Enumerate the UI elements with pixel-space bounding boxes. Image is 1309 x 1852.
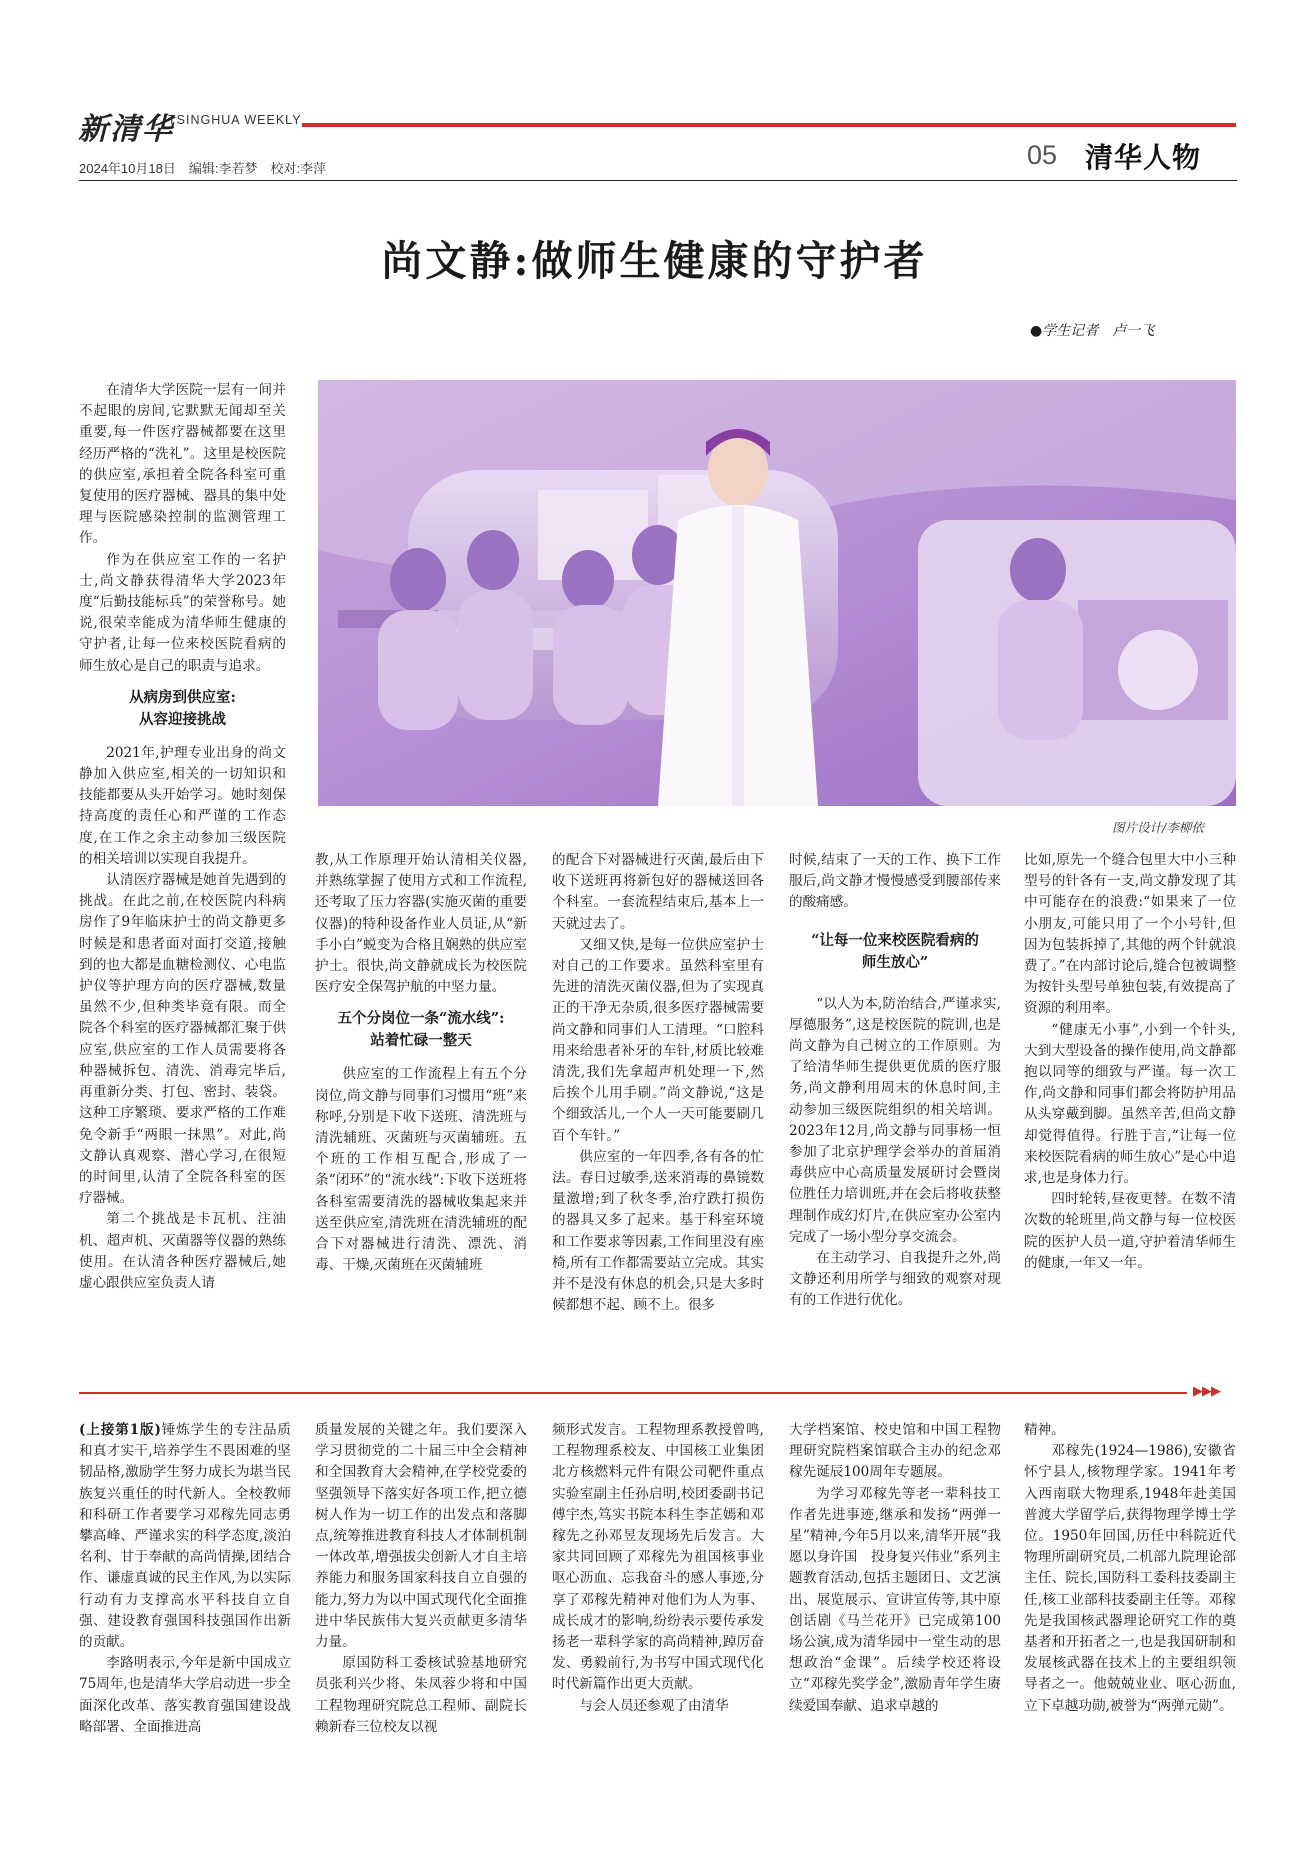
subheading-line: 从容迎接挑战	[139, 710, 226, 728]
newspaper-logo: 新清华	[78, 112, 174, 147]
article-paragraph: 原国防科工委核试验基地研究员张利兴少将、朱凤蓉少将和中国工程物理研究院总工程师、副院长赖新春三位校友以视	[315, 1655, 527, 1735]
continued-column-5	[1024, 1420, 1236, 1717]
article-paragraph: 在清华大学医院一层有一间并不起眼的房间,它默默无闻却至关重要,每一件医疗器械都要在这里经历严格的“洗礼”。这里是校医院的供应室,承担着全院各科室可重复使用的医疗器械、器具的集中处理与医院感染控制的监测管理工作。	[79, 382, 286, 547]
article-paragraph: “健康无小事”,小到一个针头,大到大型设备的操作使用,尚文静都抱以同等的细致与严谨。每一次工作,尚文静和同事们都会将防护用品从头穿戴到脚。虽然辛苦,但尚文静却觉得值得。行胜于言,“让每一位来校医院看病的师生放心”是心中追求,也是身体力行。	[1024, 1021, 1236, 1187]
article-column-3	[552, 850, 764, 1316]
article-paragraph: 比如,原先一个缝合包里大中小三种型号的针各有一支,尚文静发现了其中可能存在的浪费:“如果来了一位小朋友,可能只用了一个小号针,但因为包装拆掉了,其他的两个针就浪费了。”在内部讨论后,缝合包被调整为按针头型号单独包装,有效提高了资源的利用率。	[1024, 852, 1236, 1017]
article-paragraph: 时候,结束了一天的工作、换下工作服后,尚文静才慢慢感受到腰部传来的酸痛感。	[789, 852, 1001, 911]
subheading-line: 站着忙碌一整天	[370, 1032, 472, 1050]
article-paragraph: 作为在供应室工作的一名护士,尚文静获得清华大学2023年度“后勤技能标兵”的荣誉称号。她说,很荣幸能成为清华师生健康的守护者,让每一位来校医院看病的师生放心是自己的职责与追求。	[79, 551, 286, 674]
article-paragraph: 精神。	[1024, 1422, 1065, 1438]
article-paragraph: 与会人员还参观了由清华	[579, 1697, 729, 1714]
article-column-4	[789, 850, 1001, 1312]
article-paragraph: 质量发展的关键之年。我们要深入学习贯彻党的二十届三中全会精神和全国教育大会精神,在学校党委的坚强领导下落实好各项工作,把立德树人作为一切工作的出发点和落脚点,统筹推进教育科技人才体制机制一体改革,增强拔尖创新人才自主培养能力和服务国家科技自立自强的能力,努力为以中国式现代化全面推进中华民族伟大复兴贡献更多清华力量。	[315, 1422, 527, 1651]
article-paragraph: “以人为本,防治结合,严谨求实,厚德服务”,这是校医院的院训,也是尚文静为自己树立的工作原则。为了给清华师生提供更优质的医疗服务,尚文静利用周末的休息时间,主动参加三级医院组织的相关培训。2023年12月,尚文静与同事杨一恒参加了北京护理学会举办的首届消毒供应中心高质量发展研讨会暨岗位胜任力培训班,并在会后将收获整理制作成幻灯片,在供应室办公室内完成了一场小型分享交流会。	[789, 995, 1001, 1245]
masthead-red-rule	[302, 123, 1236, 127]
subheading	[789, 930, 1001, 974]
article-paragraph: 为学习邓稼先等老一辈科技工作者先进事迹,继承和发扬“两弹一星”精神,今年5月以来,清华开展“我愿以身许国 投身复兴伟业”系列主题教育活动,包括主题团日、文艺演出、展览展示、宣讲宣传等,其中原创话剧《马兰花开》已完成第100场公演,成为清华园中一堂生动的思想政治“金课”。后续学校还将设立“邓稼先奖学金”,激励青年学生赓续爱国奉献、追求卓越的	[789, 1485, 1001, 1714]
article-column-1	[79, 380, 286, 1294]
page-number: 05	[1027, 140, 1058, 170]
subheading	[315, 1008, 527, 1052]
hero-photo	[318, 380, 1236, 806]
masthead-divider	[79, 180, 1237, 181]
article-paragraph: 的配合下对器械进行灭菌,最后由下收下送班再将新包好的器械送回各个科室。一套流程结束后,基本上一天就过去了。	[552, 852, 764, 932]
subheading-line: 五个分岗位一条“流水线”:	[337, 1010, 505, 1028]
article-paragraph: 在主动学习、自我提升之外,尚文静还利用所学与细致的观察对现有的工作进行优化。	[789, 1250, 1001, 1309]
article-paragraph: 大学档案馆、校史馆和中国工程物理研究院档案馆联合主办的纪念邓稼先诞辰100周年专题展。	[789, 1422, 1001, 1481]
section-separator	[79, 1392, 1187, 1394]
article-paragraph	[79, 1420, 291, 1653]
article-paragraph: 邓稼先(1924—1986),安徽省怀宁县人,核物理学家。1941年考入西南联大物理系,1948年赴美国普渡大学留学后,获得物理学博士学位。1950年回国,历任中科院近代物理所副研究员,二机部九院理论部主任、院长,国防科工委科技委副主任,核工业部科技委副主任等。邓稼先是我国核武器理论研究工作的奠基者和开拓者之一,也是我国研制和发展核武器在技术上的主要组织领导者之一。他兢兢业业、呕心沥血,立下卓越功勋,被誉为“两弹元勋”。	[1024, 1443, 1236, 1714]
article-paragraph: 教,从工作原理开始认清相关仪器,并熟练掌握了使用方式和工作流程,还考取了压力容器(实施灭菌的重要仪器)的特种设备作业人员证,从“新手小白”蜕变为合格且娴熟的供应室护士。很快,尚文静就成长为校医院医疗安全保驾护航的中坚力量。	[315, 852, 527, 996]
continued-column-2	[315, 1420, 527, 1738]
article-paragraph: 李路明表示,今年是新中国成立75周年,也是清华大学启动进一步全面深化改革、落实教育强国建设战略部署、全面推进高	[79, 1655, 291, 1735]
continued-column-3	[552, 1420, 764, 1717]
photo-credit: 图片设计/李柳依	[1112, 820, 1204, 835]
subheading	[79, 687, 286, 731]
continued-from-label: (上接第1版)	[79, 1422, 161, 1438]
article-paragraph: 频形式发言。工程物理系教授曾鸣,工程物理系校友、中国核工业集团北方核燃料元件有限公司靶件重点实验室副主任孙启明,校团委副书记傅宇杰,笃实书院本科生李芷嫣和邓稼先之孙邓昱友现场先后发言。大家共同回顾了邓稼先为祖国核事业呕心沥血、忘我奋斗的感人事迹,分享了邓稼先精神对他们为人为事、成长成才的影响,纷纷表示要传承发扬老一辈科学家的高尚精神,踔厉奋发、勇毅前行,为书写中国式现代化时代新篇作出更大贡献。	[552, 1422, 764, 1693]
article-paragraph: 第二个挑战是卡瓦机、注油机、超声机、灭菌器等仪器的熟练使用。在认清各种医疗器械后,她虚心跟供应室负责人请	[79, 1211, 286, 1291]
subheading-line: 师生放心”	[861, 953, 929, 971]
article-paragraph: 四时轮转,昼夜更替。在数不清次数的轮班里,尚文静与每一位校医院的医护人员一道,守护着清华师生的健康,一年又一年。	[1024, 1191, 1236, 1271]
article-column-5	[1024, 850, 1236, 1274]
newspaper-english-name: TSINGHUA WEEKLY	[168, 113, 302, 127]
article-paragraph: 认清医疗器械是她首先遇到的挑战。在此之前,在校医院内科病房作了9年临床护士的尚文静更多时候是和患者面对面打交道,接触到的也大都是血糖检测仪、心电监护仪等护理方向的医疗器械,数量虽然不少,但种类毕竟有限。而全院各个科室的医疗器械都汇聚于供应室,供应室的工作人员需要将各种器械拆包、清洗、消毒完毕后,再重新分类、打包、密封、装袋。这种工序繁琐、要求严格的工作难免令新手“两眼一抹黑”。对此,尚文静认真观察、潜心学习,在很短的时间里,认清了全院各科室的医疗器械。	[79, 872, 286, 1207]
article-paragraph: 又细又快,是每一位供应室护士对自己的工作要求。虽然科室里有先进的清洗灭菌仪器,但为了实现真正的干净无杂质,很多医疗器械需要尚文静和同事们人工清理。“口腔科用来给患者补牙的车针,材质比较难清洗,我们先拿超声机处理一下,然后挨个儿用手刷。”尚文静说,“这是个细致活儿,一个人一天可能要刷几百个车针。”	[552, 936, 764, 1144]
dateline: 2024年10月18日 编辑:李若梦 校对:李萍	[79, 161, 327, 176]
continue-arrows: ▶▶▶	[1193, 1383, 1220, 1398]
section-title: 清华人物	[1085, 141, 1202, 174]
continued-column-4	[789, 1420, 1001, 1717]
article-headline: 尚文静:做师生健康的守护者	[381, 237, 928, 285]
subheading-line: 从病房到供应室:	[129, 688, 236, 706]
article-paragraph: 供应室的工作流程上有五个分岗位,尚文静与同事们习惯用“班”来称呼,分别是下收下送班、清洗班与清洗辅班、灭菌班与灭菌辅班。五个班的工作相互配合,形成了一条“闭环”的“流水线”:下收下送班将各科室需要清洗的器械收集起来并送至供应室,清洗班在清洗辅班的配合下对器械进行清洗、漂洗、消毒、干燥,灭菌班在灭菌辅班	[315, 1066, 527, 1274]
article-column-2	[315, 850, 527, 1276]
article-paragraph: 供应室的一年四季,各有各的忙法。春日过敏季,送来消毒的鼻镜数量激增;到了秋冬季,治疗跌打损伤的器具又多了起来。基于科室环境和工作要求等因素,工作间里没有座椅,所有工作都需要站立完成。其实并不是没有休息的机会,只是大多时候都想不起、顾不上。很多	[552, 1148, 764, 1314]
subheading-line: “让每一位来校医院看病的	[811, 931, 979, 949]
supply-room-illustration	[318, 380, 1236, 806]
byline: ●学生记者 卢一飞	[1030, 323, 1155, 339]
article-paragraph: 2021年,护理专业出身的尚文静加入供应室,相关的一切知识和技能都要从头开始学习。她时刻保持高度的责任心和严谨的工作态度,在工作之余主动参加三级医院的相关培训以实现自我提升。	[79, 744, 286, 867]
continued-column-1	[79, 1420, 291, 1738]
paragraph-text: 锤炼学生的专注品质和真才实干,培养学生不畏困难的坚韧品格,激励学生努力成长为堪当民族复兴重任的时代新人。全校教师和科研工作者要学习邓稼先同志勇攀高峰、严谨求实的科学态度,淡泊名利、甘于奉献的高尚情操,团结合作、谦虚真诚的民主作风,为以实际行动有力支撑高水平科技自立自强、建设教育强国科技强国作出新的贡献。	[79, 1422, 292, 1651]
